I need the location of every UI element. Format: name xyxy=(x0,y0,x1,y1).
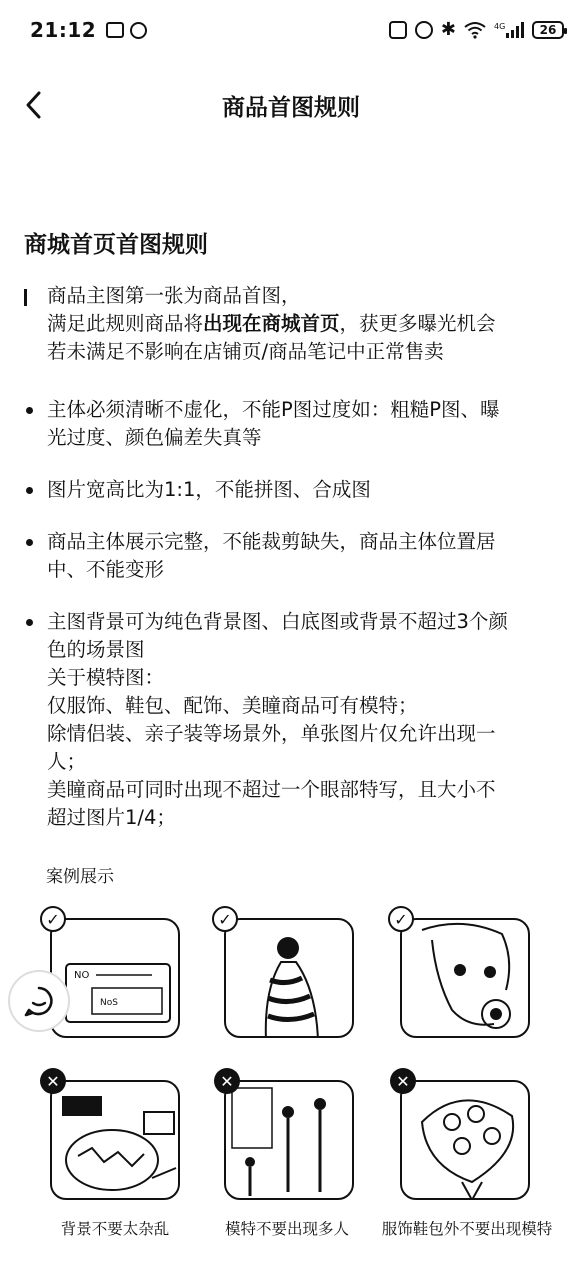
app-icon-1 xyxy=(106,22,124,38)
rule-item xyxy=(20,528,566,584)
bullet-icon xyxy=(26,539,33,546)
bluetooth-icon: ✱ xyxy=(440,19,456,40)
rule-item xyxy=(20,476,566,504)
status-app-icons xyxy=(106,22,147,39)
bullet-icon xyxy=(26,487,33,494)
caption-bad-model-category: 服饰鞋包外不要出现模特 xyxy=(381,1220,553,1238)
examples-label: 案例展示 xyxy=(46,867,114,887)
rule-line: 商品主图第一张为商品首图， xyxy=(47,284,301,307)
mini-text: NoS xyxy=(100,998,118,1008)
battery-icon xyxy=(532,21,564,39)
caption-bad-multiple-models: 模特不要出现多人 xyxy=(224,1220,349,1238)
rule-item xyxy=(20,396,566,452)
rule-line: 色的场景图 xyxy=(47,638,145,661)
rule-line: 若未满足不影响在店铺页/商品笔记中正常售卖 xyxy=(47,340,444,363)
nfc-icon xyxy=(389,21,407,39)
section-title: 商城首页首图规则 xyxy=(24,232,208,258)
cross-icon: ✕ xyxy=(390,1068,416,1094)
status-time: 21:12 xyxy=(30,18,97,42)
status-bar xyxy=(0,0,582,60)
battery-level: 26 xyxy=(539,23,557,37)
rule-line: 商品主体展示完整，不能裁剪缺失，商品主体位置居 xyxy=(47,530,496,553)
check-icon: ✓ xyxy=(40,906,66,932)
quote-bar xyxy=(24,289,27,306)
rule-text: 满足此规则商品将 xyxy=(47,312,204,335)
nav-bar xyxy=(0,70,582,140)
rule-line: 超过图片1/4； xyxy=(47,806,176,829)
rule-line: 关于模特图： xyxy=(47,666,165,689)
chat-icon xyxy=(22,984,56,1018)
mini-text: NO xyxy=(74,970,90,981)
rule-line: 中、不能变形 xyxy=(47,558,165,581)
example-image-good-beauty[interactable] xyxy=(400,918,530,1038)
signal-icon xyxy=(494,21,524,39)
example-image-bad-flower-model[interactable] xyxy=(400,1080,530,1200)
rule-line: 人； xyxy=(47,750,87,773)
chevron-left-icon xyxy=(22,90,46,120)
check-icon: ✓ xyxy=(212,906,238,932)
back-button[interactable] xyxy=(14,85,54,125)
rule-line: 主图背景可为纯色背景图、白底图或背景不超过3个颜 xyxy=(47,610,508,633)
rules-list xyxy=(20,282,566,856)
rule-line: 仅服饰、鞋包、配饰、美瞳商品可有模特； xyxy=(47,694,418,717)
example-image-good-product[interactable] xyxy=(50,918,180,1038)
chat-button[interactable] xyxy=(8,970,70,1032)
rule-line: 光过度、颜色偏差失真等 xyxy=(47,426,262,449)
rule-line: 除情侣装、亲子装等场景外，单张图片仅允许出现一 xyxy=(47,722,496,745)
rule-text: ，获更多曝光机会 xyxy=(339,312,496,335)
rule-line: 主体必须清晰不虚化，不能P图过度如：粗糙P图、曝 xyxy=(47,398,500,421)
rule-intro xyxy=(20,282,566,366)
wifi-icon xyxy=(464,21,486,39)
page-title: 商品首图规则 xyxy=(222,94,360,121)
network-label: 4G xyxy=(494,22,506,31)
rule-line: 图片宽高比为1:1，不能拼图、合成图 xyxy=(47,478,371,501)
alarm-icon xyxy=(415,21,433,39)
check-icon: ✓ xyxy=(388,906,414,932)
bullet-icon xyxy=(26,407,33,414)
bullet-icon xyxy=(26,619,33,626)
example-image-bad-multiple-models[interactable] xyxy=(224,1080,354,1200)
rule-highlight: 出现在商城首页 xyxy=(203,312,340,335)
caption-bad-background: 背景不要太杂乱 xyxy=(60,1220,170,1238)
example-image-good-model[interactable] xyxy=(224,918,354,1038)
rule-line xyxy=(47,310,566,338)
cross-icon: ✕ xyxy=(214,1068,240,1094)
rule-line: 美瞳商品可同时出现不超过一个眼部特写，且大小不 xyxy=(47,778,496,801)
cross-icon: ✕ xyxy=(40,1068,66,1094)
rule-item xyxy=(20,608,566,832)
example-image-bad-background[interactable] xyxy=(50,1080,180,1200)
wechat-icon xyxy=(130,22,147,39)
status-right xyxy=(389,21,564,39)
